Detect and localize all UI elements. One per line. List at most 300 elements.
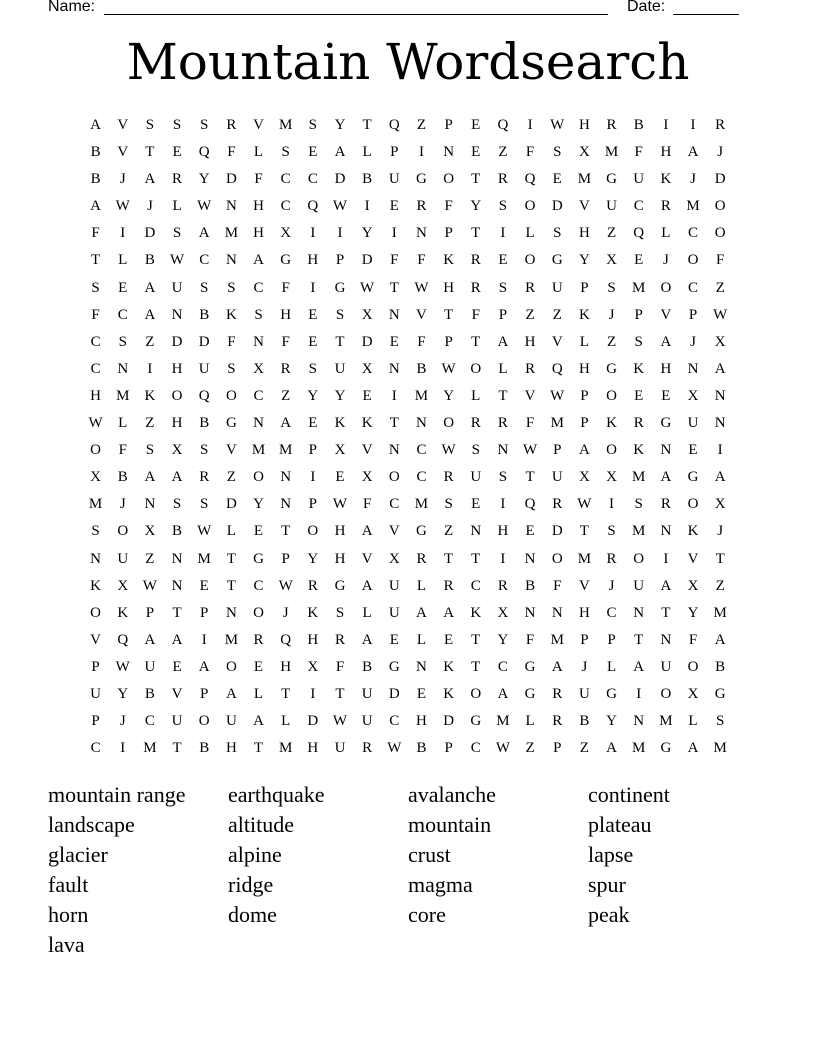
grid-letter: D	[334, 171, 346, 188]
grid-letter: N	[388, 442, 400, 459]
grid-letter: I	[609, 496, 615, 513]
grid-letter: C	[389, 713, 400, 730]
grid-letter: H	[578, 604, 590, 621]
grid-letter: X	[687, 685, 699, 702]
grid-letter: U	[388, 171, 400, 188]
grid-letter: H	[660, 360, 672, 377]
grid-letter: R	[307, 577, 318, 594]
grid-letter: T	[471, 333, 481, 350]
grid-letter: M	[88, 496, 103, 513]
grid-letter: I	[120, 225, 126, 242]
grid-letter: V	[117, 144, 129, 161]
grid-letter: K	[443, 685, 455, 702]
page-title: Mountain Wordsearch	[126, 33, 690, 91]
grid-letter: U	[551, 279, 563, 296]
grid-letter: K	[687, 523, 699, 540]
grid-letter: L	[253, 685, 264, 702]
grid-letter: O	[225, 387, 237, 404]
grid-letter: O	[225, 658, 237, 675]
grid-letter: S	[200, 279, 209, 296]
grid-letter: S	[607, 279, 616, 296]
grid-letter: G	[606, 360, 617, 377]
grid-row	[82, 656, 734, 683]
grid-letter: I	[310, 279, 316, 296]
grid-letter: A	[633, 658, 645, 675]
grid-letter: A	[497, 685, 509, 702]
grid-letter: R	[525, 279, 536, 296]
word-list-item: avalanche	[408, 782, 496, 807]
grid-letter: L	[172, 198, 182, 215]
word-list-item: spur	[588, 872, 626, 897]
grid-letter: A	[606, 740, 617, 757]
grid-letter: F	[227, 144, 236, 161]
grid-letter: K	[443, 658, 455, 675]
grid-row	[82, 683, 734, 710]
grid-letter: E	[471, 117, 481, 133]
grid-letter: N	[470, 523, 482, 540]
date-blank-line	[673, 14, 739, 15]
grid-letter: R	[416, 550, 427, 567]
word-list-item: altitude	[228, 812, 294, 837]
grid-letter: G	[687, 469, 699, 486]
grid-letter: U	[551, 469, 563, 486]
grid-letter: T	[145, 144, 155, 161]
grid-letter: N	[524, 550, 536, 567]
grid-letter: X	[497, 604, 509, 621]
grid-letter: C	[416, 442, 427, 459]
grid-letter: F	[716, 252, 725, 269]
grid-letter: D	[551, 523, 563, 540]
grid-letter: I	[391, 387, 397, 404]
grid-letter: N	[225, 252, 237, 269]
grid-letter: G	[551, 252, 563, 269]
grid-letter: U	[361, 685, 373, 702]
grid-letter: M	[577, 550, 592, 567]
grid-letter: S	[172, 117, 182, 133]
grid-letter: W	[387, 740, 402, 757]
grid-letter: E	[634, 387, 644, 404]
date-label: Date:	[627, 0, 666, 15]
grid-letter: A	[225, 685, 237, 702]
grid-letter: E	[253, 658, 264, 675]
grid-letter: R	[660, 198, 671, 215]
grid-row	[82, 114, 734, 141]
grid-letter: B	[90, 144, 101, 161]
grid-letter: V	[524, 387, 536, 404]
grid-letter: P	[688, 306, 698, 323]
grid-letter: U	[578, 685, 590, 702]
grid-letter: Z	[498, 144, 508, 161]
grid-letter: E	[118, 279, 128, 296]
grid-letter: C	[688, 225, 699, 242]
grid-letter: Z	[525, 306, 535, 323]
grid-letter: H	[416, 713, 427, 730]
grid-letter: Q	[198, 144, 210, 161]
word-list-item: earthquake	[228, 782, 325, 807]
grid-letter: S	[335, 306, 345, 323]
grid-letter: F	[281, 279, 290, 296]
grid-letter: A	[144, 631, 156, 648]
grid-letter: P	[390, 144, 399, 161]
grid-letter: X	[144, 523, 156, 540]
grid-letter: S	[227, 360, 236, 377]
grid-letter: G	[606, 685, 617, 702]
grid-letter: J	[146, 198, 153, 215]
grid-letter: N	[388, 360, 400, 377]
word-list-item: landscape	[48, 812, 135, 837]
grid-letter: B	[90, 171, 101, 188]
grid-letter: U	[334, 740, 346, 757]
grid-letter: A	[714, 631, 726, 648]
grid-letter: I	[337, 225, 343, 242]
grid-letter: A	[578, 442, 590, 459]
grid-letter: V	[117, 117, 129, 133]
grid-letter: K	[334, 415, 346, 432]
grid-letter: W	[360, 279, 375, 296]
grid-letter: A	[497, 333, 509, 350]
grid-letter: B	[172, 523, 183, 540]
grid-letter: M	[550, 631, 564, 648]
grid-letter: O	[388, 469, 400, 486]
grid-letter: L	[579, 333, 589, 350]
grid-letter: E	[253, 523, 264, 540]
grid-letter: N	[225, 604, 237, 621]
grid-letter: Z	[145, 333, 155, 350]
grid-letter: O	[253, 469, 264, 486]
grid-letter: V	[578, 198, 590, 215]
grid-letter: O	[524, 198, 536, 215]
grid-row	[82, 575, 734, 602]
grid-letter: E	[308, 144, 318, 161]
grid-letter: B	[715, 658, 726, 675]
grid-letter: W	[115, 658, 130, 675]
grid-letter: Y	[443, 387, 455, 404]
grid-letter: J	[717, 144, 724, 161]
grid-letter: N	[660, 523, 672, 540]
grid-letter: N	[714, 415, 726, 432]
grid-letter: G	[660, 740, 672, 757]
grid-letter: X	[361, 360, 373, 377]
grid-letter: S	[498, 198, 508, 215]
grid-letter: A	[198, 658, 210, 675]
grid-letter: W	[197, 523, 212, 540]
grid-letter: N	[144, 496, 156, 513]
grid-letter: T	[634, 631, 644, 648]
grid-letter: Z	[715, 279, 725, 296]
grid-letter: S	[553, 225, 562, 242]
word-list-item: continent	[588, 782, 670, 807]
grid-letter: T	[90, 252, 101, 269]
grid-letter: L	[226, 523, 236, 540]
grid-letter: V	[361, 442, 373, 459]
grid-letter: B	[199, 415, 210, 432]
grid-letter: T	[362, 117, 372, 133]
grid-letter: P	[335, 252, 345, 269]
grid-letter: S	[471, 442, 480, 459]
grid-letter: M	[197, 550, 211, 567]
grid-letter: U	[388, 604, 400, 621]
grid-letter: U	[633, 171, 645, 188]
grid-letter: Q	[497, 117, 509, 133]
grid-letter: W	[88, 415, 103, 432]
grid-letter: P	[444, 117, 453, 133]
grid-letter: N	[253, 415, 264, 432]
grid-letter: Z	[606, 333, 617, 350]
grid-letter: W	[332, 198, 348, 215]
grid-letter: V	[171, 685, 183, 702]
grid-letter: N	[633, 713, 645, 730]
grid-letter: D	[551, 198, 563, 215]
grid-letter: N	[280, 496, 292, 513]
word-list-item: mountain	[408, 812, 492, 837]
grid-letter: V	[388, 523, 400, 540]
grid-letter: H	[253, 198, 264, 215]
grid-letter: L	[525, 713, 535, 730]
grid-letter: C	[253, 387, 264, 404]
grid-letter: T	[525, 469, 535, 486]
grid-letter: B	[416, 360, 427, 377]
grid-letter: G	[660, 415, 672, 432]
grid-letter: D	[361, 252, 373, 269]
word-list-item: alpine	[228, 842, 282, 867]
grid-letter: A	[660, 333, 672, 350]
grid-letter: C	[606, 604, 617, 621]
grid-letter: S	[335, 604, 345, 621]
grid-letter: F	[525, 144, 535, 161]
word-list-item: core	[408, 902, 446, 927]
word-list-item: peak	[588, 902, 630, 927]
grid-letter: P	[91, 658, 100, 675]
grid-letter: C	[280, 198, 291, 215]
grid-letter: Z	[552, 306, 562, 323]
grid-letter: X	[606, 252, 617, 269]
grid-letter: U	[90, 685, 101, 702]
grid-letter: A	[144, 469, 156, 486]
grid-letter: E	[389, 631, 399, 648]
grid-letter: V	[416, 306, 427, 323]
grid-letter: X	[578, 144, 590, 161]
grid-letter: P	[444, 740, 453, 757]
grid-letter: K	[633, 442, 645, 459]
grid-letter: O	[117, 523, 129, 540]
grid-letter: U	[633, 577, 645, 594]
grid-letter: S	[200, 496, 209, 513]
grid-letter: C	[90, 333, 101, 350]
grid-letter: A	[198, 225, 210, 242]
grid-letter: S	[498, 469, 508, 486]
word-list-item: crust	[408, 842, 451, 867]
grid-letter: D	[443, 713, 455, 730]
grid-letter: P	[444, 333, 453, 350]
grid-letter: F	[417, 333, 426, 350]
grid-letter: G	[334, 577, 346, 594]
grid-letter: Y	[687, 604, 699, 621]
grid-letter: W	[332, 713, 348, 730]
grid-letter: B	[199, 740, 210, 757]
grid-letter: Q	[633, 225, 645, 242]
grid-letter: F	[281, 333, 290, 350]
grid-letter: C	[688, 279, 699, 296]
grid-letter: H	[660, 144, 672, 161]
grid-letter: C	[497, 658, 508, 675]
grid-letter: H	[307, 740, 319, 757]
grid-letter: T	[661, 604, 671, 621]
grid-letter: S	[607, 523, 616, 540]
grid-letter: M	[632, 740, 646, 757]
grid-letter: H	[90, 387, 101, 404]
grid-letter: F	[390, 252, 399, 269]
grid-letter: P	[498, 306, 508, 323]
grid-letter: A	[416, 604, 427, 621]
grid-letter: Q	[524, 496, 536, 513]
grid-letter: Y	[307, 550, 319, 567]
grid-letter: I	[310, 685, 316, 702]
grid-letter: E	[172, 658, 182, 675]
grid-letter: Q	[551, 360, 563, 377]
grid-letter: N	[660, 631, 672, 648]
grid-letter: N	[171, 306, 183, 323]
grid-letter: Q	[307, 198, 319, 215]
grid-letter: D	[307, 713, 319, 730]
grid-letter: E	[444, 631, 454, 648]
grid-letter: S	[634, 496, 643, 513]
grid-letter: A	[660, 577, 672, 594]
grid-letter: I	[120, 740, 126, 757]
grid-row	[82, 493, 734, 520]
grid-letter: R	[552, 685, 563, 702]
grid-letter: A	[660, 469, 672, 486]
grid-letter: R	[280, 360, 291, 377]
grid-letter: C	[253, 279, 264, 296]
grid-letter: O	[171, 387, 183, 404]
grid-letter: M	[116, 387, 130, 404]
grid-letter: H	[225, 740, 237, 757]
grid-letter: I	[527, 117, 533, 133]
grid-letter: L	[253, 144, 264, 161]
grid-letter: E	[525, 523, 535, 540]
grid-letter: Q	[524, 171, 536, 188]
grid-letter: I	[201, 631, 207, 648]
grid-letter: H	[578, 360, 590, 377]
grid-letter: R	[199, 469, 210, 486]
grid-letter: R	[334, 631, 345, 648]
grid-letter: H	[171, 415, 183, 432]
grid-letter: H	[334, 523, 346, 540]
grid-letter: G	[606, 171, 617, 188]
grid-letter: W	[332, 496, 348, 513]
grid-letter: N	[416, 225, 427, 242]
grid-letter: S	[227, 279, 236, 296]
grid-letter: L	[416, 577, 427, 594]
grid-letter: F	[471, 306, 480, 323]
grid-letter: M	[279, 117, 293, 133]
grid-letter: A	[144, 279, 156, 296]
grid-letter: X	[687, 577, 699, 594]
grid-letter: M	[414, 496, 429, 513]
grid-letter: Z	[145, 550, 155, 567]
grid-letter: S	[200, 442, 209, 459]
grid-letter: O	[633, 550, 645, 567]
grid-letter: A	[253, 713, 264, 730]
grid-letter: H	[307, 252, 319, 269]
grid-letter: O	[90, 442, 101, 459]
grid-letter: C	[416, 469, 427, 486]
grid-letter: D	[171, 333, 183, 350]
grid-letter: S	[634, 333, 643, 350]
grid-letter: O	[443, 415, 455, 432]
grid-letter: G	[388, 658, 400, 675]
grid-letter: H	[524, 333, 536, 350]
grid-letter: T	[471, 225, 481, 242]
grid-letter: J	[662, 252, 669, 269]
grid-letter: R	[606, 550, 617, 567]
grid-letter: Z	[145, 415, 155, 432]
grid-letter: N	[416, 415, 427, 432]
word-list-item: fault	[48, 872, 89, 897]
grid-letter: B	[144, 685, 155, 702]
grid-letter: S	[118, 333, 127, 350]
grid-letter: T	[172, 604, 182, 621]
grid-letter: M	[496, 713, 510, 730]
word-list-item: magma	[408, 872, 473, 897]
grid-letter: V	[253, 117, 264, 133]
grid-letter: X	[171, 442, 183, 459]
grid-letter: Z	[416, 117, 427, 133]
grid-letter: P	[200, 604, 209, 621]
grid-letter: F	[634, 144, 643, 161]
grid-letter: T	[471, 631, 481, 648]
grid-letter: J	[581, 658, 588, 675]
grid-letter: O	[714, 225, 726, 242]
grid-letter: F	[362, 496, 372, 513]
grid-letter: N	[225, 198, 237, 215]
grid-letter: A	[171, 469, 183, 486]
grid-letter: D	[144, 225, 156, 242]
grid-letter: U	[198, 360, 210, 377]
grid-letter: A	[171, 631, 183, 648]
grid-letter: F	[91, 225, 100, 242]
grid-letter: L	[416, 631, 427, 648]
grid-letter: I	[690, 117, 696, 133]
grid-letter: J	[717, 523, 724, 540]
grid-letter: L	[281, 713, 291, 730]
grid-letter: J	[119, 713, 126, 730]
grid-letter: G	[416, 523, 427, 540]
grid-letter: W	[550, 117, 565, 133]
grid-letter: R	[470, 415, 481, 432]
grid-letter: B	[579, 713, 590, 730]
grid-letter: S	[308, 360, 317, 377]
grid-letter: X	[361, 306, 373, 323]
grid-letter: D	[361, 333, 373, 350]
grid-letter: E	[634, 252, 644, 269]
grid-letter: T	[444, 550, 454, 567]
grid-letter: O	[687, 252, 699, 269]
grid-letter: L	[525, 225, 535, 242]
grid-row	[82, 602, 734, 629]
grid-letter: T	[226, 550, 236, 567]
grid-letter: C	[280, 171, 291, 188]
grid-letter: A	[361, 631, 373, 648]
grid-letter: Q	[198, 387, 210, 404]
grid-letter: L	[471, 387, 481, 404]
grid-letter: K	[307, 604, 319, 621]
grid-letter: H	[578, 225, 590, 242]
grid-letter: S	[200, 117, 209, 133]
grid-letter: A	[144, 171, 156, 188]
grid-letter: E	[471, 496, 481, 513]
grid-row	[82, 548, 734, 575]
